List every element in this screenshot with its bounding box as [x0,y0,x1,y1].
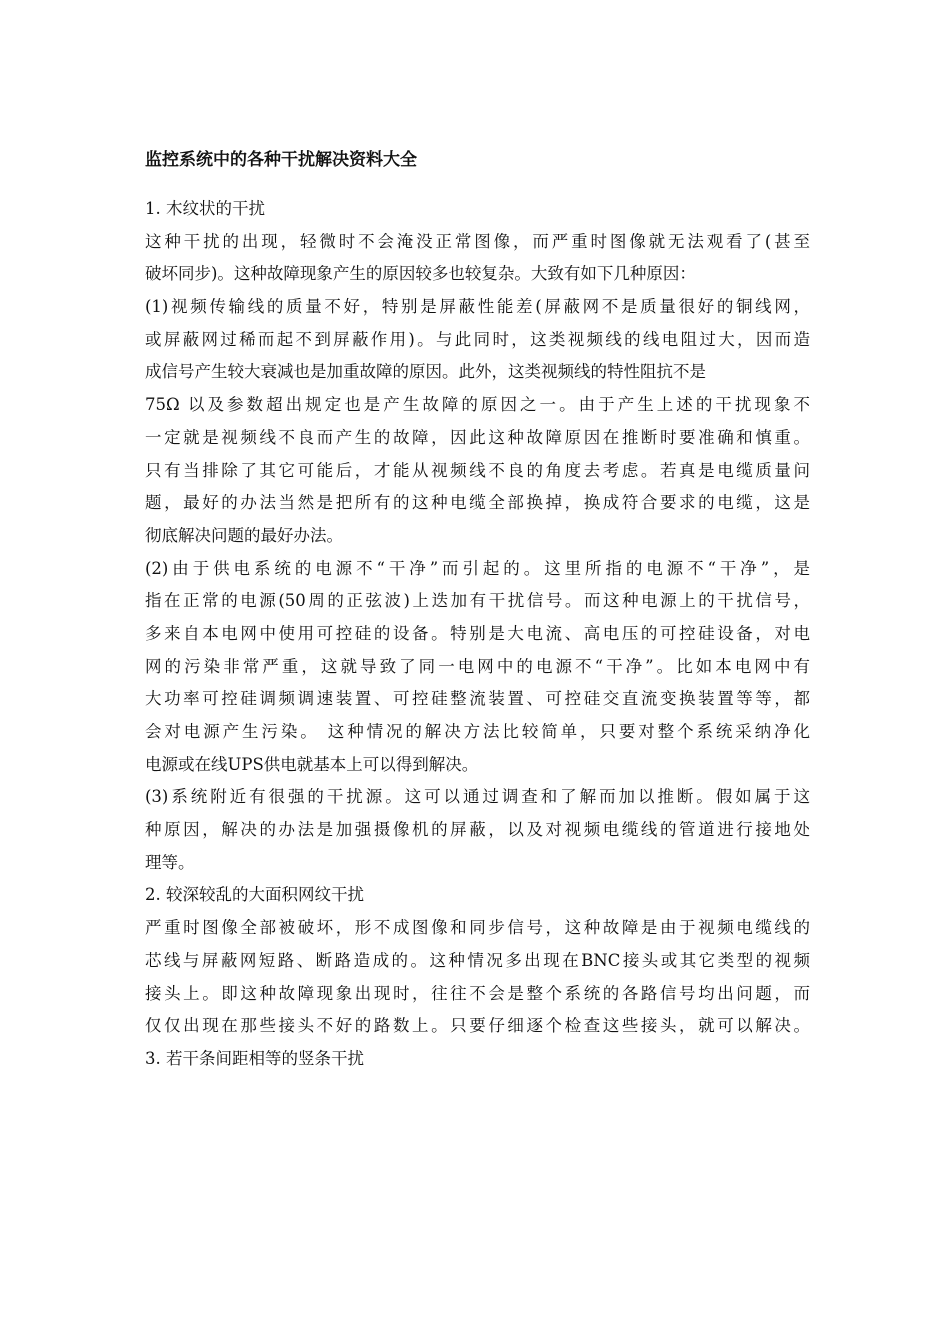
text-line: 成信号产生较大衰减也是加重故障的原因。此外，这类视频线的特性阻抗不是 [145,362,706,382]
section-heading-3: 3. 若干条间距相等的竖条干扰 [145,1048,364,1068]
text-line: 芯线与屏蔽网短路、断路造成的。这种情况多出现在BNC接头或其它类型的视频 [145,950,810,970]
text-line: 彻底解决问题的最好办法。 [145,525,343,545]
text-line: 这种干扰的出现，轻微时不会淹没正常图像，而严重时图像就无法观看了(甚至 [145,231,810,251]
text-line: 只有当排除了其它可能后，才能从视频线不良的角度去考虑。若真是电缆质量问 [145,460,810,480]
text-line: (2)由于供电系统的电源不“干净”而引起的。这里所指的电源不“干净”，是 [145,558,810,578]
text-line: 理等。 [145,852,195,872]
text-line: 种原因，解决的办法是加强摄像机的屏蔽，以及对视频电缆线的管道进行接地处 [145,820,810,840]
text-line: 严重时图像全部被破坏，形不成图像和同步信号，这种故障是由于视频电缆线的 [145,918,810,938]
section-heading-2: 2. 较深较乱的大面积网纹干扰 [145,885,364,905]
text-line: 接头上。即这种故障现象出现时，往往不会是整个系统的各路信号均出问题，而 [145,983,810,1003]
text-line: 指在正常的电源(50周的正弦波)上迭加有干扰信号。而这种电源上的干扰信号， [145,591,810,611]
text-line: 仅仅出现在那些接头不好的路数上。只要仔细逐个检查这些接头，就可以解决。 [145,1016,810,1036]
text-line: 电源或在线UPS供电就基本上可以得到解决。 [145,754,479,774]
document-title: 监控系统中的各种干扰解决资料大全 [145,150,417,170]
text-line: (3)系统附近有很强的干扰源。这可以通过调查和了解而加以推断。假如属于这 [145,787,810,807]
text-line: 多来自本电网中使用可控硅的设备。特别是大电流、高电压的可控硅设备，对电 [145,623,810,643]
text-line: 网的污染非常严重，这就导致了同一电网中的电源不“干净”。比如本电网中有 [145,656,810,676]
text-line: 75Ω 以及参数超出规定也是产生故障的原因之一。由于产生上述的干扰现象不 [145,395,810,415]
text-line: 或屏蔽网过稀而起不到屏蔽作用)。与此同时，这类视频线的线电阻过大，因而造 [145,329,810,349]
text-line: 破坏同步)。这种故障现象产生的原因较多也较复杂。大致有如下几种原因： [145,264,696,284]
text-line: 题，最好的办法当然是把所有的这种电缆全部换掉，换成符合要求的电缆，这是 [145,493,810,513]
section-heading-1: 1. 木纹状的干扰 [145,199,265,218]
text-line: 大功率可控硅调频调速装置、可控硅整流装置、可控硅交直流变换装置等等，都 [145,689,810,709]
text-line: 会对电源产生污染。 这种情况的解决方法比较简单，只要对整个系统采纳净化 [145,722,810,741]
text-line: (1)视频传输线的质量不好，特别是屏蔽性能差(屏蔽网不是质量很好的铜线网， [145,297,810,317]
document-body [145,146,810,1076]
text-line: 一定就是视频线不良而产生的故障，因此这种故障原因在推断时要准确和慎重。 [145,427,810,447]
